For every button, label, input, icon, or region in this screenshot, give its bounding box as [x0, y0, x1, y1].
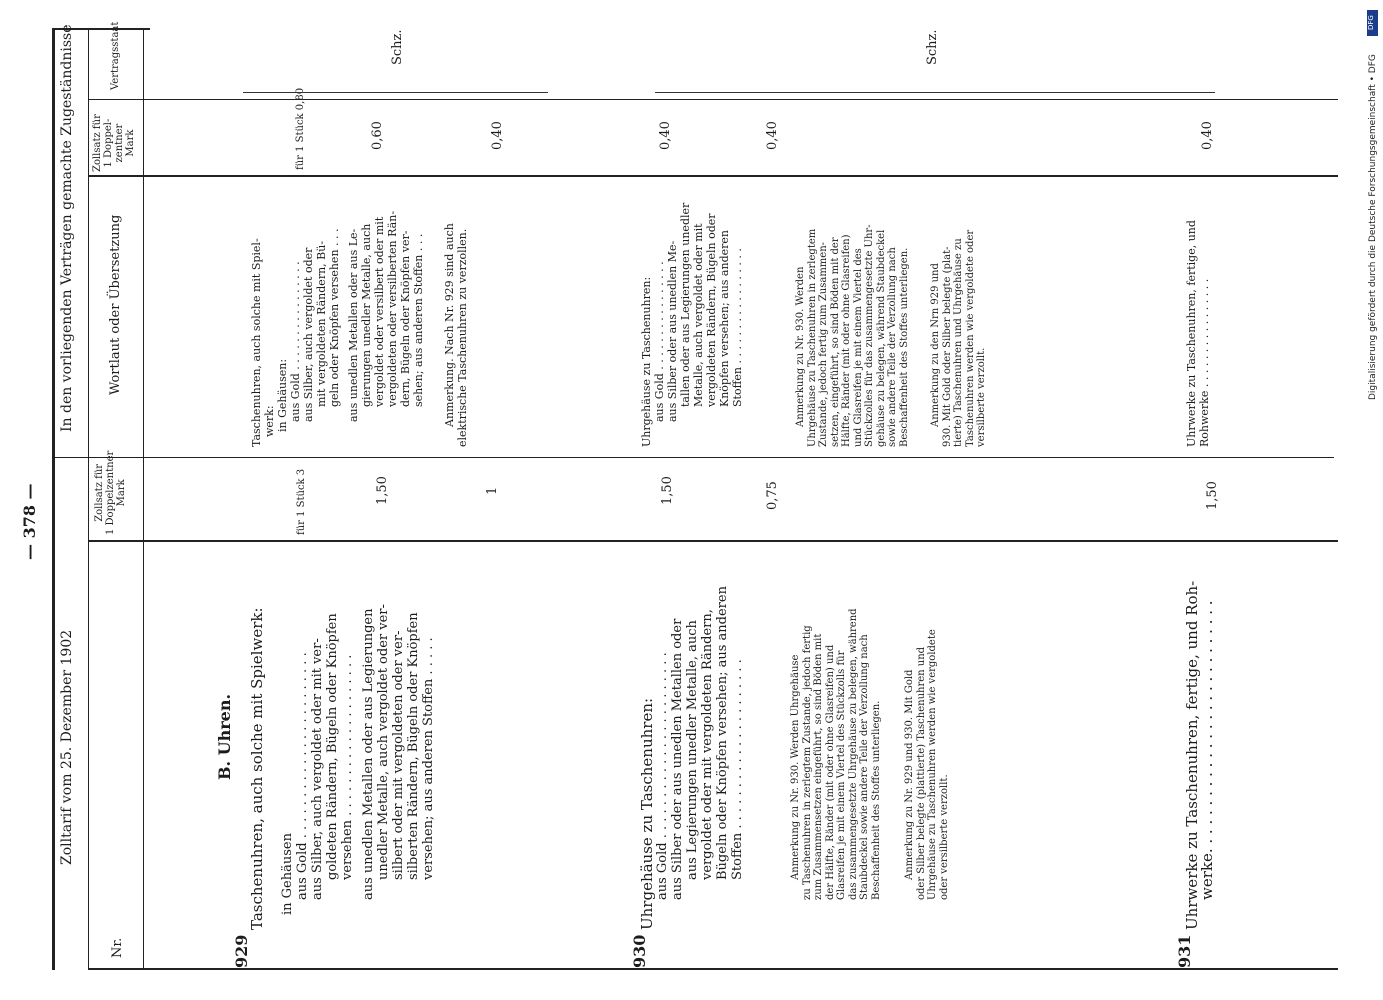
header-left: Zolltarif vom 25. Dezember 1902 [59, 629, 75, 865]
rate-929-silver: 1,50 [375, 476, 390, 505]
text-line: oder versilberte verzollt. [938, 774, 950, 900]
text-line: Glasreifen je mit einem Viertel des Stückzolls für [836, 650, 847, 900]
text-line: werke. . . . . . . . . . . . . . . . . . . . . . . . . . . [1198, 600, 1216, 900]
text-line: versehen . . . . . . . . . . . . . . . . . . . . [340, 654, 355, 880]
text-line: aus Silber, auch vergoldet oder mit ver- [310, 638, 325, 900]
text-line: aus unedlen Metallen oder aus Legierungen [361, 608, 376, 900]
text-line: aus Gold . . . . . . . . . . . . . . . . . . . . . . . [655, 652, 670, 900]
entry-nr-929: 929 [232, 934, 251, 968]
text-line: vergoldet oder versilbert oder mit [373, 216, 386, 407]
col-vertragsstaat-label: Vertragsstaat [110, 21, 121, 90]
col-rule-a [88, 99, 1338, 100]
text-line: Hälfte, Ränder (mit oder ohne Glasreifen) [841, 234, 852, 447]
text-line: Knöpfen versehen; aus anderen [718, 230, 731, 407]
entry-930-left-text [640, 586, 745, 930]
text-line: Uhrwerke zu Taschenuhren, fertige, und [1185, 220, 1198, 447]
text-line: Uhrgehäuse zu Taschenuhren werden wie vergoldete [927, 629, 938, 900]
text-line: versehen; aus anderen Stoffen . . . . . [421, 637, 436, 880]
entry-929-left-text [250, 604, 436, 930]
text-line: setzen, eingeführt, so sind Böden mit der [829, 237, 841, 447]
rate-929-right-other: 0,40 [490, 121, 505, 150]
page-number: — 378 — [20, 483, 39, 560]
text-line: Metalle, auch vergoldet oder mit [692, 223, 705, 407]
brace-929 [243, 92, 548, 93]
text-line: silbert oder mit vergoldeten oder ver- [391, 630, 406, 880]
text-line: gierungen unedler Metalle, auch [360, 223, 373, 407]
header-right: In den vorliegenden Verträgen gemachte Zugeständnisse [59, 24, 75, 432]
text-line: elektrische Taschenuhren zu verzollen. [456, 228, 469, 447]
text-line: vergoldeten Rändern, Bügeln oder [705, 213, 718, 407]
text-line: versilberte verzollt. [976, 347, 987, 447]
text-line: dern, Bügeln oder Knöpfen ver- [399, 230, 412, 407]
text-line: Anmerkung zu Nr. 929 und 930. Mit Gold [904, 669, 915, 880]
text-line: Uhrgehäuse zu Taschenuhren in zerlegtem [806, 228, 818, 447]
text-line: zum Zusammensetzen eingeführt, so sind Böden mit [813, 633, 824, 900]
entry-931-right-text [1185, 220, 1211, 447]
text-line: aus unedlen Metallen oder aus Le- [347, 228, 360, 422]
entry-nr-930: 930 [630, 934, 649, 968]
rate-930-other: 0,75 [765, 481, 780, 510]
zollsatz-left-line: 1 Doppelzentner [105, 450, 116, 535]
dfg-logo: DFG [1367, 10, 1378, 36]
text-line: Anmerkung zu Nr. 930. Werden [795, 266, 806, 427]
text-line: Anmerkung. Nach Nr. 929 sind auch [443, 223, 456, 427]
entry-930-right-text [640, 203, 744, 447]
entry-931-left-text [1185, 581, 1215, 930]
rate-929-gold: für 1 Stück 3 [296, 468, 307, 535]
text-line: vergoldeten oder versilberten Rän- [386, 210, 399, 407]
col-rule-b [88, 175, 1338, 177]
text-line: aus Silber oder aus unedlen Metallen oder [670, 618, 685, 900]
text-line: Stoffen . . . . . . . . . . . . . . . . . [731, 248, 744, 407]
text-line: sowie andere Teile der Verzollung nach [887, 247, 898, 447]
text-line: mit vergoldeten Rändern, Bü- [315, 240, 328, 407]
section-title: B. Uhren. [215, 693, 234, 780]
text-line: Taschenuhren werden wie vergoldete oder [964, 229, 976, 447]
text-line: Bügeln oder Knöpfen versehen; aus anderen [715, 586, 730, 880]
rate-929-right-silver: 0,60 [370, 121, 385, 150]
text-line: zu Taschenuhren in zerlegtem Zustande, jedoch fertig [801, 625, 813, 900]
entry-930-left-note [790, 608, 950, 900]
text-line: Taschenuhren, auch solche mit Spielwerk: [248, 607, 266, 930]
state-929: Schz. [390, 29, 405, 65]
col-zollsatz-right [92, 114, 136, 172]
zollsatz-left-line: Mark [116, 479, 127, 507]
text-line: Stoffen . . . . . . . . . . . . . . . . . . . . . [730, 659, 745, 880]
text-line: oder Silber belegte (plattierte) Taschenuhren und [915, 646, 927, 900]
entry-nr-931: 931 [1175, 934, 1194, 968]
zollsatz-right-line: Zollsatz für [92, 114, 103, 172]
text-line: Beschaffenheit des Stoffes unterliegen. [898, 247, 910, 447]
text-line: aus Gold . . . . . . . . . . . . . . . . . . . . . . . [295, 652, 310, 900]
table-header-rule [143, 28, 144, 970]
text-line: Taschenuhren, auch solche mit Spiel- [250, 238, 263, 447]
text-line: das zusammengesetzte Uhrgehäuse zu belegen, während [847, 608, 859, 900]
rate-929-other: 1 [485, 486, 500, 495]
text-line: Staubdeckel sowie andere Teile der Verzollung nach [859, 634, 870, 900]
text-line: tierte) Taschenuhren und Uhrgehäuse zu [953, 238, 964, 447]
digitization-note: Digitalisierung gefördert durch die Deutsche Forschungsgemeinschaft • DFG [1368, 54, 1378, 400]
col-rule-nr [88, 968, 1338, 970]
text-line: Uhrgehäuse zu Taschenuhren: [638, 697, 656, 930]
text-line: in Gehäusen: [276, 358, 289, 432]
col-nr-label: Nr. [110, 937, 125, 958]
text-line: tallen oder aus Legierungen unedler [679, 202, 692, 407]
zollsatz-left-line: Zollsatz für [94, 463, 105, 522]
text-line: aus Gold . . . . . . . . . . . . . . . . [653, 261, 666, 422]
rate-930-right-gold: 0,40 [658, 121, 673, 150]
state-930: Schz. [925, 29, 940, 65]
text-line: Anmerkung zu Nr. 930. Werden Uhrgehäuse [790, 654, 801, 880]
text-line: aus Silber oder aus unedlen Me- [666, 240, 679, 422]
text-line: Beschaffenheit des Stoffes unterliegen. [870, 700, 882, 900]
text-line: und Glasreifen je mit einem Viertel des [852, 248, 864, 447]
text-line: silberten Rändern, Bügeln oder Knöpfen [406, 612, 421, 880]
text-line: unedler Metalle, auch vergoldet oder ver- [376, 604, 391, 880]
col-zollsatz-left [94, 451, 127, 535]
text-line: sehen; aus anderen Stoffen . . . [412, 233, 425, 407]
text-line: Zustande, jedoch fertig zum Zusammen- [818, 241, 829, 447]
table-outer-left-rule [52, 28, 55, 970]
text-line: aus Legierungen unedler Metalle, auch [685, 620, 700, 880]
entry-930-right-note [795, 224, 988, 447]
text-line: aus Silber, auch vergoldet oder [302, 247, 315, 422]
col-wortlaut-label: Wortlaut oder Übersetzung [108, 214, 123, 395]
zollsatz-right-line: Mark [125, 129, 136, 157]
text-line: in Gehäusen [280, 833, 295, 915]
zollsatz-right-line: zentner [114, 123, 125, 163]
text-line: goldeten Rändern, Bügeln oder Knöpfen [325, 613, 340, 880]
rate-930-right-other: 0,40 [765, 121, 780, 150]
text-line: Uhrwerke zu Taschenuhren, fertige, und Roh- [1183, 580, 1201, 930]
rate-929-right-gold: für 1 Stück 0,80 [295, 87, 306, 170]
rate-930-gold: 1,50 [660, 476, 675, 505]
text-line: gehäuse zu belegen, während Staubdeckel [875, 229, 887, 447]
text-line: Anmerkung zu den Nrn 929 und [930, 263, 941, 427]
brace-930 [655, 92, 1215, 93]
text-line: aus Gold . . . . . . . . . . . . . . . . [289, 261, 302, 422]
text-line: der Hälfte, Ränder (mit oder ohne Glasreifen) und [824, 644, 836, 900]
text-line: vergoldet oder mit vergoldeten Rändern, [700, 609, 715, 880]
entry-929-right-text [250, 211, 469, 447]
rate-931-right: 0,40 [1200, 121, 1215, 150]
col-rule-c [88, 540, 1338, 542]
table-split-rule [52, 457, 1334, 458]
header-sub-rule [88, 28, 89, 970]
text-line: werk: [263, 405, 276, 437]
zollsatz-right-line: 1 Doppel- [103, 118, 114, 168]
text-line: Stückzolles für das zusammengesetzte Uhr- [864, 224, 875, 447]
text-line: Rohwerke . . . . . . . . . . . . . . . . [1198, 278, 1211, 447]
text-line: 930. Mit Gold oder Silber belegte (plat- [941, 246, 953, 447]
text-line: geln oder Knöpfen versehen . . . [328, 228, 341, 407]
rate-931: 1,50 [1205, 481, 1220, 510]
text-line: Uhrgehäuse zu Taschenuhren: [640, 276, 653, 447]
